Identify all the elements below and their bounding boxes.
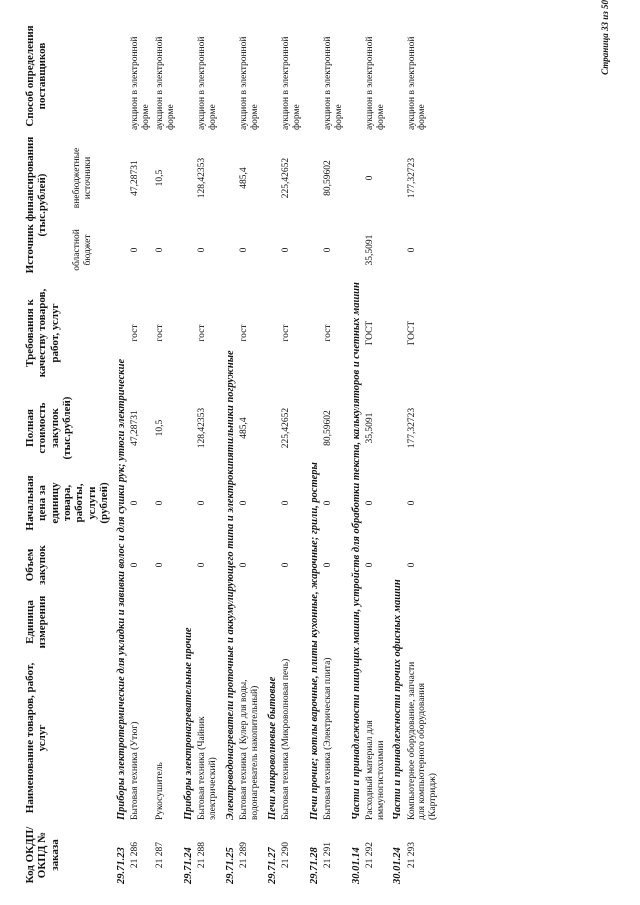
table-row — [129, 19, 154, 887]
col-header-volume: Объем закупок — [24, 545, 49, 585]
item-volume: 0 — [197, 562, 207, 568]
order-number: 21 289 — [238, 841, 249, 869]
order-number: 21 291 — [322, 841, 333, 869]
item-extra-budget: 80,59602 — [322, 160, 333, 196]
item-unit — [280, 591, 305, 653]
item-name: Бытовая техника (Утюг) — [130, 721, 141, 820]
section-title: Части и принадлежности пишущих машин, устройств для обработки текста, калькуляторов и счетных машин — [350, 282, 362, 820]
item-name: Компьютерное оборудование, запчасти для компьютерного оборудования (Картридж) — [406, 661, 439, 820]
item-extra-budget: 128,42353 — [197, 157, 207, 199]
item-quality-requirement: ГОСТ — [364, 320, 375, 346]
item-unit-price: 0 — [197, 500, 207, 506]
item-unit — [196, 591, 221, 653]
item-regional-budget: 0 — [155, 247, 166, 253]
item-name: Бытовая техника (Микроволновая печь) — [280, 658, 291, 820]
item-name: Расходный материал для иммуногистохимии — [364, 720, 386, 820]
item-unit — [406, 591, 442, 653]
section-title: Части и принадлежности прочих офисных машин — [392, 579, 404, 820]
item-extra-budget: 10,5 — [155, 169, 166, 187]
item-volume: 0 — [155, 562, 166, 568]
section-header-row — [112, 19, 129, 887]
item-quality-requirement: ГОСТ — [406, 320, 417, 346]
item-regional-budget: 0 — [406, 247, 417, 253]
section-header-row — [347, 19, 364, 887]
item-regional-budget: 0 — [322, 247, 333, 253]
item-procurement-method: аукцион в электронной форме — [322, 36, 344, 130]
item-extra-budget: 0 — [364, 175, 375, 181]
item-total-cost: 80,59602 — [322, 410, 333, 446]
section-header-row — [305, 19, 322, 887]
table-body — [112, 19, 441, 887]
section-title: Электроводонагреватели проточные и аккумулирующего типа и электрокипятильники погружные — [224, 350, 236, 820]
section-title: Приборы электронагревательные прочие — [182, 627, 194, 820]
order-number: 21 292 — [364, 841, 375, 869]
item-procurement-method: аукцион в электронной форме — [238, 36, 260, 130]
item-unit — [154, 591, 179, 653]
section-code: 29.71.23 — [116, 847, 128, 884]
table-row — [364, 19, 389, 887]
col-header-total: Полная стоимость закупок (тыс.рублей) — [24, 396, 73, 460]
item-unit — [364, 591, 389, 653]
item-volume: 0 — [322, 562, 333, 568]
col-header-unit: Единица измерения — [24, 595, 49, 649]
item-regional-budget: 35,5091 — [364, 234, 375, 266]
item-total-cost: 485,4 — [238, 417, 249, 439]
section-header-row — [388, 19, 405, 887]
item-volume: 0 — [238, 562, 249, 568]
item-unit-price: 0 — [322, 500, 333, 506]
item-unit-price: 0 — [280, 500, 291, 506]
table-row — [154, 19, 179, 887]
item-volume: 0 — [280, 562, 291, 568]
item-quality-requirement: гост — [130, 324, 141, 342]
item-quality-requirement: гост — [155, 324, 166, 342]
item-volume: 0 — [406, 562, 417, 568]
item-total-cost: 47,28731 — [130, 410, 141, 446]
section-title: Приборы электротермические для укладки и завивки волос и для сушки рук; утюги электрические — [116, 358, 128, 820]
order-number: 21 288 — [197, 841, 207, 869]
item-unit-price: 0 — [406, 500, 417, 506]
order-number: 21 287 — [155, 841, 166, 869]
section-code: 29.71.24 — [182, 847, 194, 884]
item-procurement-method: аукцион в электронной форме — [155, 36, 177, 130]
item-regional-budget: 0 — [238, 247, 249, 253]
item-quality-requirement: гост — [280, 324, 291, 342]
item-volume: 0 — [130, 562, 141, 568]
section-header-row — [179, 19, 196, 887]
item-unit — [129, 591, 154, 653]
item-procurement-method: аукцион в электронной форме — [406, 36, 428, 130]
item-name: Бытовая техника ( Кулер для воды, водонагреватель накопительный) — [238, 679, 260, 820]
col-header-financing: Источник финансирования (тыс.рублей) — [24, 136, 49, 274]
col-header-regional-budget: областной бюджет — [72, 229, 93, 271]
section-code: 30.01.14 — [350, 847, 362, 884]
item-name: Бытовая техника (Электрическая плита) — [322, 657, 333, 820]
table-row — [238, 19, 263, 887]
item-regional-budget: 0 — [130, 247, 141, 253]
item-regional-budget: 0 — [280, 247, 291, 253]
col-header-code: Код ОКДП/ ОКПД № заказа — [24, 826, 61, 884]
table-row — [280, 19, 305, 887]
section-code: 30.01.24 — [392, 847, 404, 884]
item-total-cost: 35,5091 — [364, 412, 375, 444]
section-code: 29.71.25 — [224, 847, 236, 884]
item-extra-budget: 47,28731 — [130, 160, 141, 196]
item-unit — [238, 591, 263, 653]
item-name: Рукосушитель — [155, 762, 166, 820]
item-unit-price: 0 — [130, 500, 141, 506]
col-header-requirements: Требования к качеству товаров, работ, услуг — [24, 288, 61, 378]
item-quality-requirement: гост — [322, 324, 333, 342]
header-row — [22, 19, 68, 887]
item-procurement-method: аукцион в электронной форме — [197, 36, 218, 130]
col-header-price: Начальная цена за единицу товара, работы, услуги (рублей) — [24, 475, 110, 531]
document-body — [22, 19, 441, 887]
procurement-table — [22, 19, 441, 887]
item-total-cost: 177,32723 — [406, 407, 417, 449]
section-title: Печи прочие; котлы варочные, плиты кухонные, жарочные; грили, ростеры — [308, 462, 320, 820]
table-row — [406, 19, 442, 887]
table-row — [196, 19, 221, 887]
col-header-method: Способ определения поставщиков — [24, 25, 49, 127]
page-number: Страница 33 из 50 — [600, 0, 610, 75]
col-header-name: Наименование товаров, работ, услуг — [24, 662, 49, 814]
section-code: 29.71.27 — [266, 847, 278, 884]
item-extra-budget: 177,32723 — [406, 157, 417, 199]
order-number: 21 293 — [406, 841, 417, 869]
item-name: Бытовая техника (Чайник электрический) — [197, 716, 218, 820]
item-procurement-method: аукцион в электронной форме — [364, 36, 386, 130]
item-unit — [322, 591, 347, 653]
section-header-row — [221, 19, 238, 887]
table-row — [322, 19, 347, 887]
item-procurement-method: аукцион в электронной форме — [280, 36, 302, 130]
item-extra-budget: 225,42652 — [280, 157, 291, 199]
section-header-row — [263, 19, 280, 887]
item-quality-requirement: гост — [238, 324, 249, 342]
item-total-cost: 225,42652 — [280, 407, 291, 449]
item-unit-price: 0 — [155, 500, 166, 506]
item-quality-requirement: гост — [197, 324, 207, 342]
item-extra-budget: 485,4 — [238, 167, 249, 189]
item-total-cost: 10,5 — [155, 419, 166, 437]
item-unit-price: 0 — [238, 500, 249, 506]
section-title: Печи микроволновые бытовые — [266, 676, 278, 820]
order-number: 21 286 — [130, 841, 141, 869]
item-procurement-method: аукцион в электронной форме — [130, 36, 152, 130]
order-number: 21 290 — [280, 841, 291, 869]
item-total-cost: 128,42353 — [197, 407, 207, 449]
item-volume: 0 — [364, 562, 375, 568]
item-regional-budget: 0 — [197, 247, 207, 253]
item-unit-price: 0 — [364, 500, 375, 506]
section-code: 29.71.28 — [308, 847, 320, 884]
col-header-extra-budget: внебюджетные источники — [72, 147, 93, 209]
